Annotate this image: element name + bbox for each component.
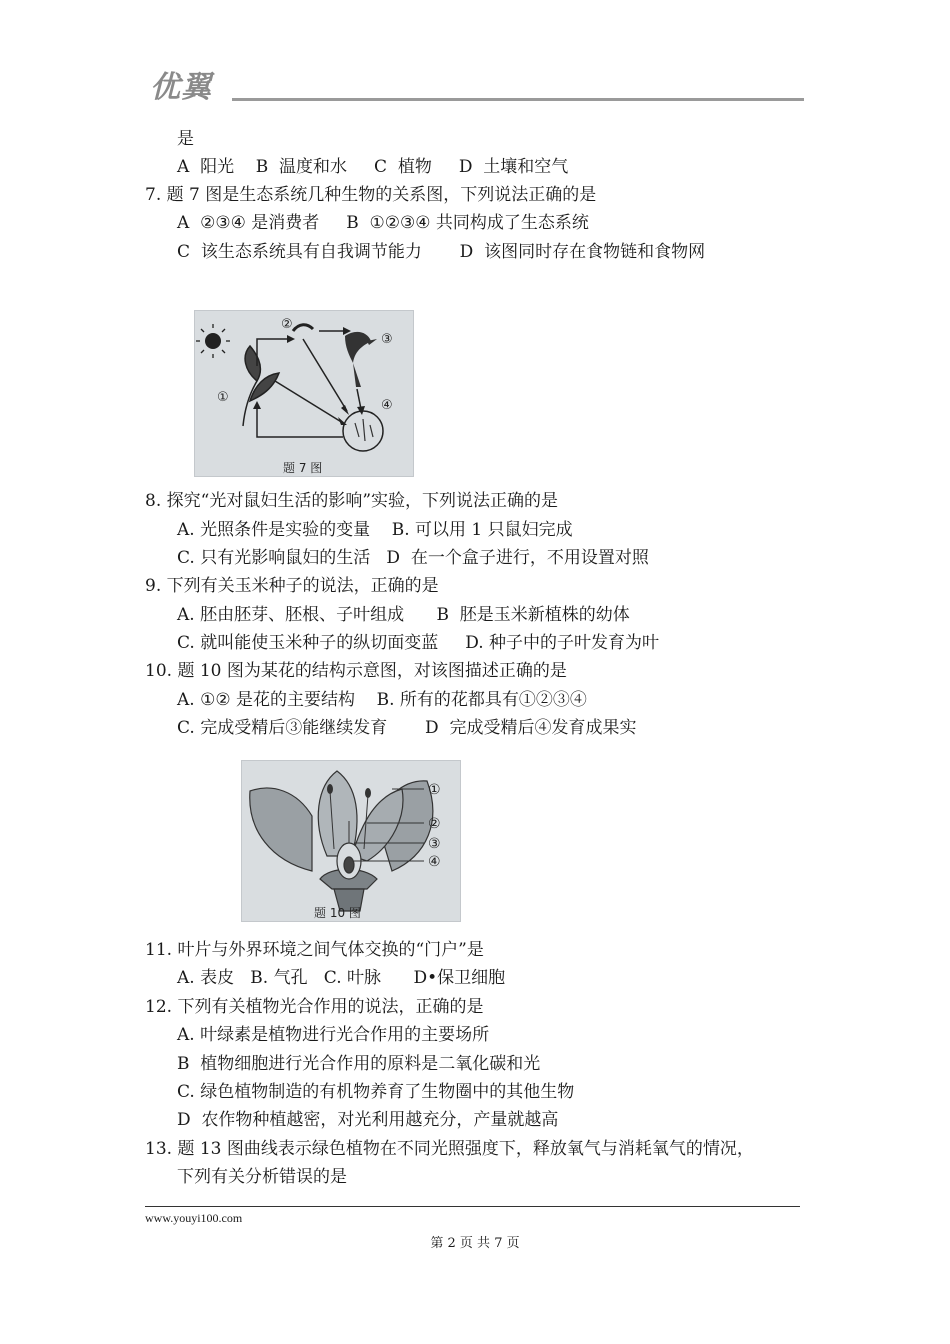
question-11: 11. 叶片与外界环境之间气体交换的“门户”是 — [145, 940, 484, 960]
text-line: C. 绿色植物制造的有机物养育了生物圈中的其他生物 — [177, 1082, 575, 1102]
fig7-label-4: ④ — [381, 398, 393, 413]
fig10-label-2: ② — [428, 816, 441, 832]
text-line: D 农作物种植越密，对光利用越充分，产量就越高 — [177, 1110, 559, 1130]
bird-icon — [345, 332, 377, 387]
text-line: C. 只有光影响鼠妇的生活 D 在一个盒子进行，不用设置对照 — [177, 548, 649, 568]
question-13: 13. 题 13 图曲线表示绿色植物在不同光照强度下，释放氧气与消耗氧气的情况， — [145, 1139, 754, 1159]
fig10-label-1: ① — [428, 782, 441, 798]
figure-10 — [241, 760, 461, 922]
text-line: 是 — [177, 129, 194, 149]
figure-10-caption: 题 10 图 — [314, 906, 361, 920]
text-line: A. 胚由胚芽、胚根、子叶组成 B 胚是玉米新植株的幼体 — [177, 605, 630, 625]
text-line: A ②③④ 是消费者 B ①②③④ 共同构成了生态系统 — [177, 213, 589, 233]
microbe-icon — [343, 411, 383, 451]
fig7-label-2: ② — [281, 317, 293, 332]
figure-10-drawing — [242, 761, 460, 921]
footer-rule — [145, 1206, 800, 1207]
header-rule — [232, 98, 804, 101]
question-10: 10. 题 10 图为某花的结构示意图，对该图描述正确的是 — [145, 661, 567, 681]
question-8: 8. 探究“光对鼠妇生活的影响”实验，下列说法正确的是 — [145, 491, 559, 511]
figure-7-caption: 题 7 图 — [283, 461, 323, 475]
fig10-label-4: ④ — [428, 854, 441, 870]
text-line: C. 完成受精后③能继续发育 D 完成受精后④发育成果实 — [177, 718, 637, 738]
footer-url: www.youyi100.com — [145, 1211, 243, 1225]
text-line: 下列有关分析错误的是 — [177, 1167, 347, 1187]
plant-icon — [243, 346, 279, 426]
question-7: 7. 题 7 图是生态系统几种生物的关系图，下列说法正确的是 — [145, 185, 597, 205]
flower-icon — [250, 771, 433, 911]
text-line: B 植物细胞进行光合作用的原料是二氧化碳和光 — [177, 1054, 541, 1074]
text-line: A. ①② 是花的主要结构 B. 所有的花都具有①②③④ — [177, 690, 587, 710]
logo-text: 优翼 — [150, 70, 212, 105]
text-line: A. 叶绿素是植物进行光合作用的主要场所 — [177, 1025, 490, 1045]
question-12: 12. 下列有关植物光合作用的说法，正确的是 — [145, 997, 484, 1017]
fig7-label-1: ① — [217, 390, 229, 405]
text-line: A. 光照条件是实验的变量 B. 可以用 1 只鼠妇完成 — [177, 520, 573, 540]
figure-7-drawing — [195, 311, 413, 476]
fig7-label-3: ③ — [381, 332, 393, 347]
logo — [150, 68, 260, 108]
figure-7 — [194, 310, 414, 477]
sun-icon — [205, 333, 221, 349]
question-9: 9. 下列有关玉米种子的说法，正确的是 — [145, 576, 439, 596]
caterpillar-icon — [293, 325, 313, 331]
text-line: C 该生态系统具有自我调节能力 D 该图同时存在食物链和食物网 — [177, 242, 706, 262]
text-line: C. 就叫能使玉米种子的纵切面变蓝 D. 种子中的子叶发育为叶 — [177, 633, 660, 653]
text-line: A. 表皮 B. 气孔 C. 叶脉 D•保卫细胞 — [177, 968, 506, 988]
page-number: 第 2 页 共 7 页 — [430, 1236, 520, 1251]
text-line: A 阳光 B 温度和水 C 植物 D 土壤和空气 — [177, 157, 569, 177]
fig10-label-3: ③ — [428, 836, 441, 852]
